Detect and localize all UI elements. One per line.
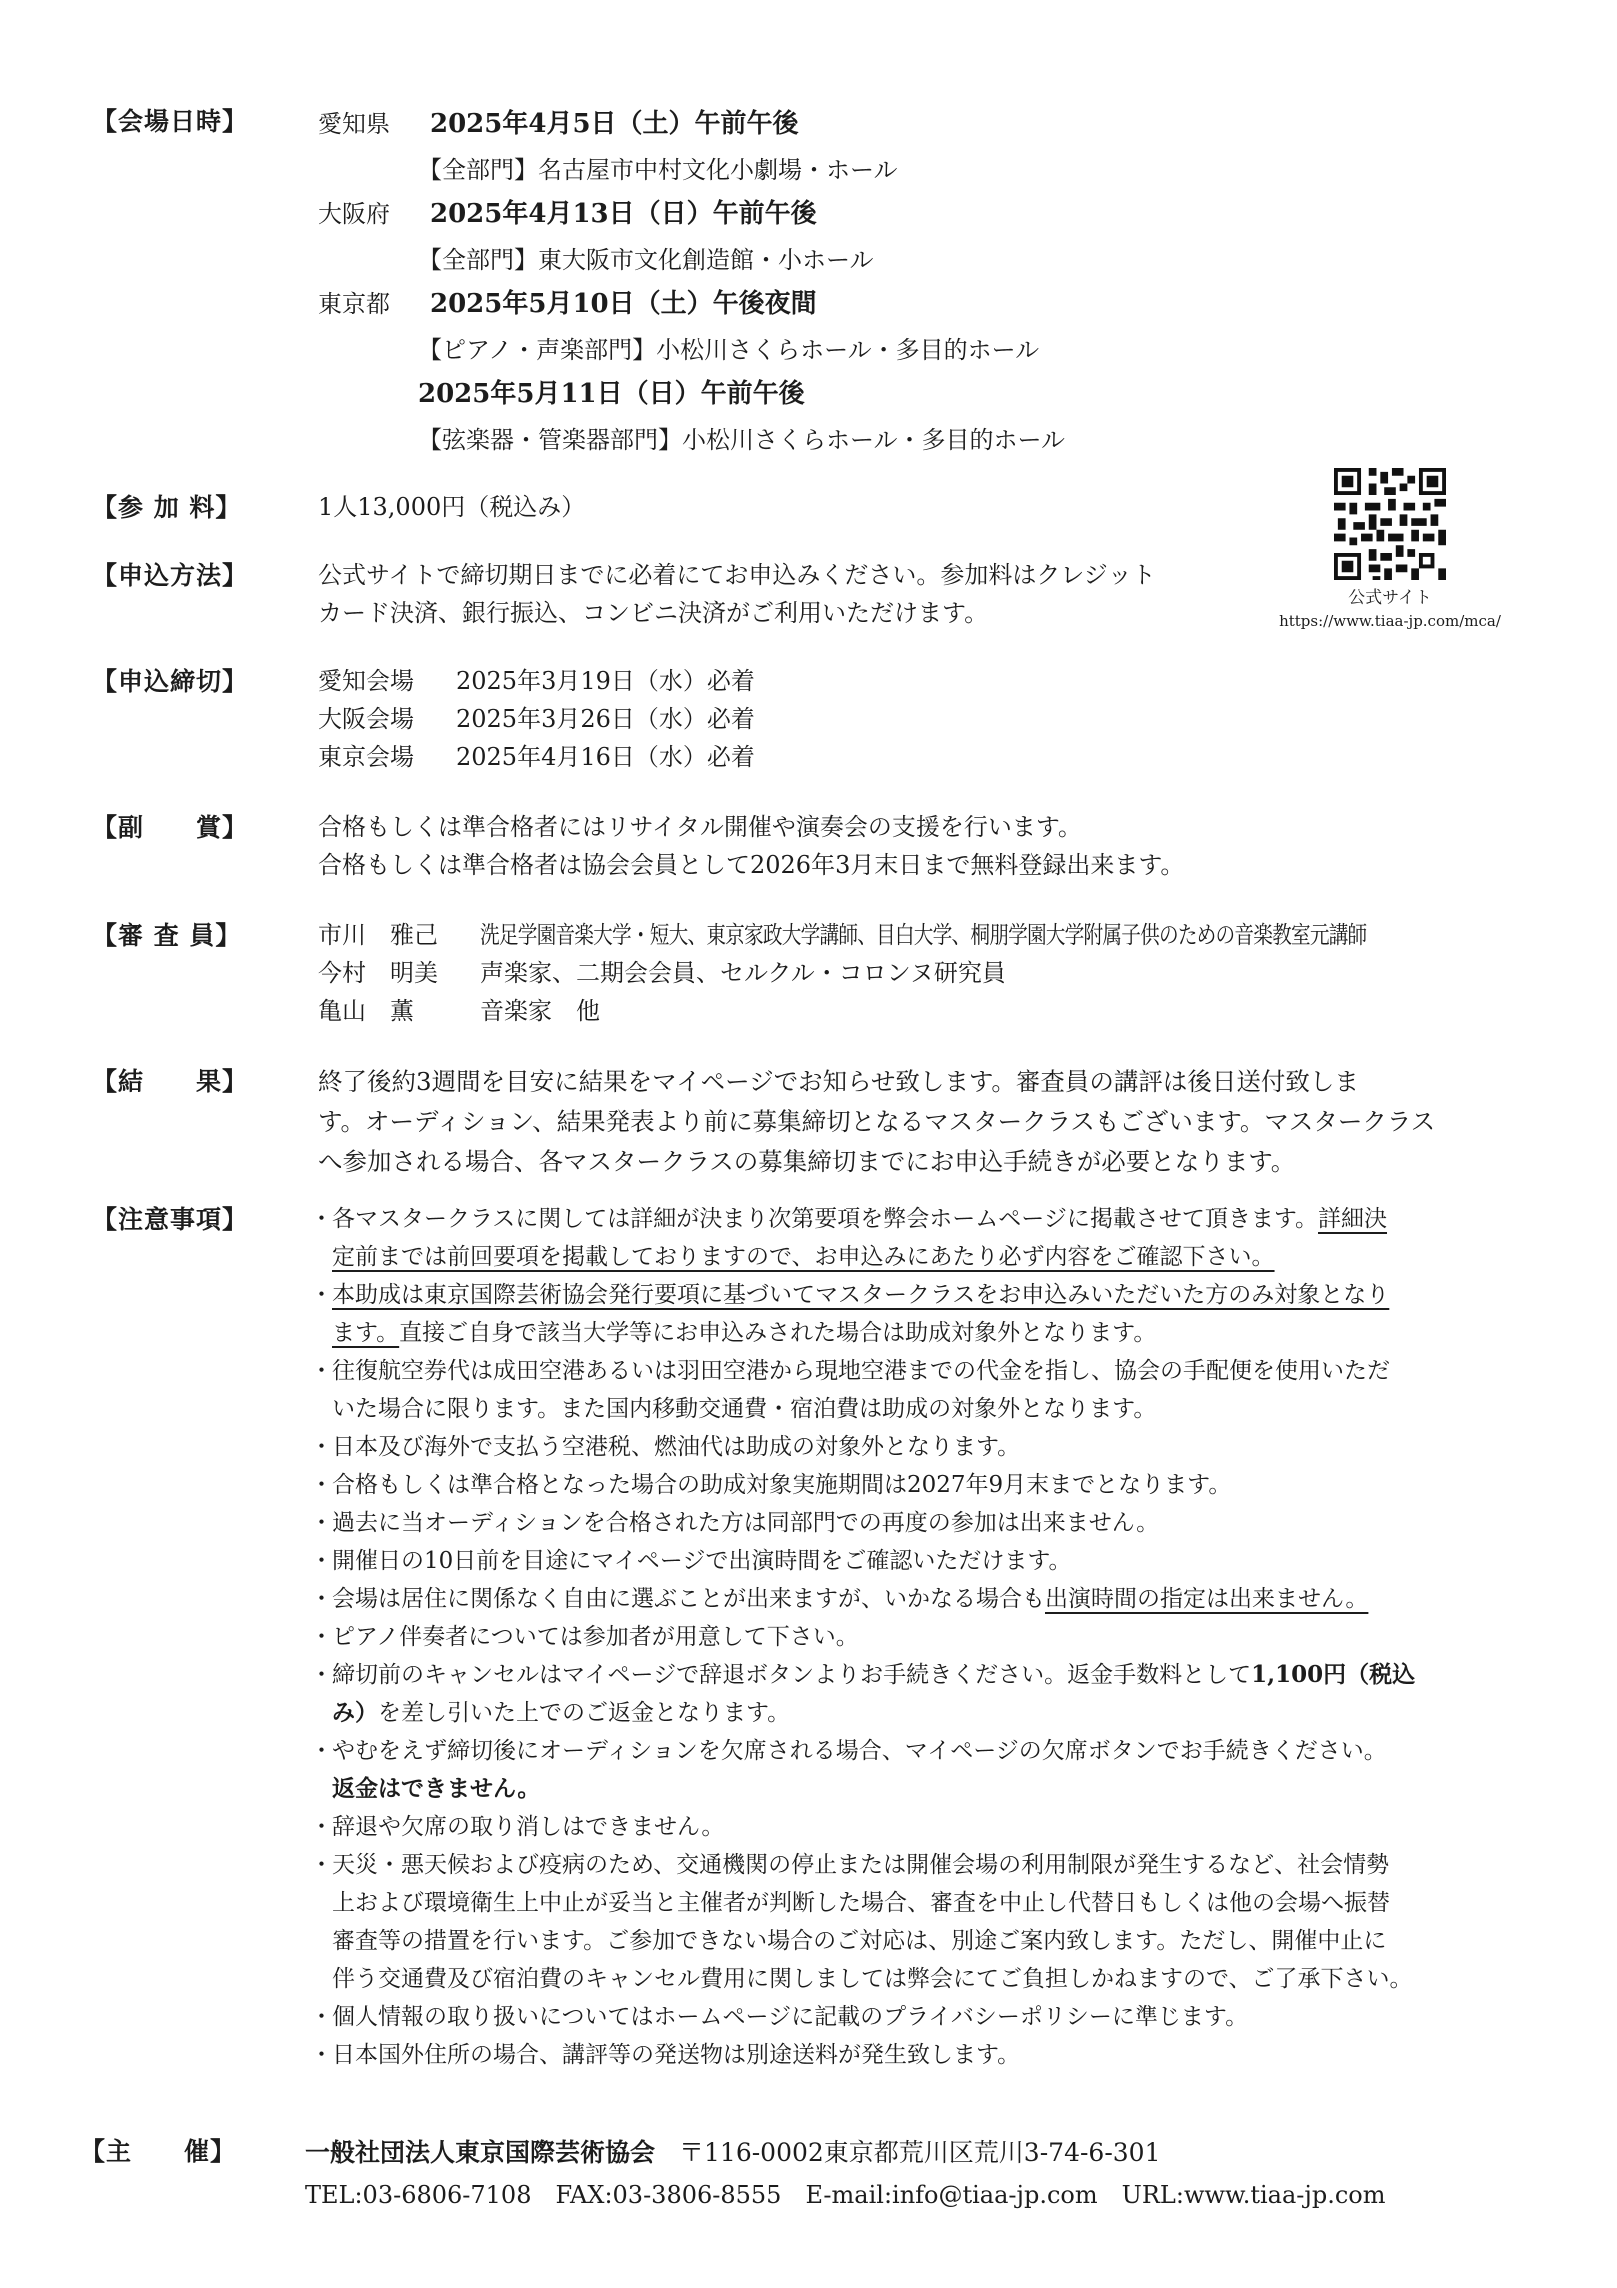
organizer-label: 【主 催】 bbox=[80, 2137, 237, 2166]
fee-text: 1人13,000円（税込み） bbox=[318, 493, 586, 521]
apply-label: 【申込方法】 bbox=[92, 561, 249, 590]
tokyo-venue-1: 【ピアノ・声楽部門】小松川さくらホール・多目的ホール bbox=[418, 336, 1040, 364]
result-line-1: 終了後約3週間を目安に結果をマイページでお知らせ致します。審査員の講評は後日送付致しま bbox=[318, 1067, 1359, 1096]
note-item: ・ 往復航空券代は成田空港あるいは羽田空港から現地空港までの代金を指し、協会の手配便を使用いただ いた場合に限ります。また国内移動交通費・宿泊費は助成の対象外となります。 bbox=[318, 1352, 1498, 1428]
organizer-address: 〒116-0002東京都荒川区荒川3-74-6-301 bbox=[679, 2138, 1161, 2167]
tokyo-pref: 東京都 bbox=[318, 290, 390, 318]
deadline-item: 東京会場 2025年4月16日（水）必着 bbox=[318, 743, 755, 771]
note-item: ・ 過去に当オーディションを合格された方は同部門での再度の参加は出来ません。 bbox=[318, 1504, 1498, 1542]
deadline-label: 【申込締切】 bbox=[92, 667, 249, 696]
tokyo-venue-2: 【弦楽器・管楽器部門】小松川さくらホール・多目的ホール bbox=[418, 426, 1066, 454]
tokyo-date-1: 2025年5月10日（土）午後夜間 bbox=[430, 289, 817, 319]
result-line-3: へ参加される場合、各マスタークラスの募集締切までにお申込手続きが必要となります。 bbox=[318, 1147, 1296, 1176]
note-item: ・ 各マスタークラスに関しては詳細が決まり次第要項を弊会ホームページに掲載させて頂きます。詳細決 定前までは前回要項を掲載しておりますので、お申込みにあたり必ず内容をご確認下さい。 bbox=[318, 1200, 1498, 1276]
judge-item: 市川 雅己 洗足学園音楽大学・短大、東京家政大学講師、目白大学、桐朋学園大学附属子供のための音楽教室元講師 bbox=[318, 921, 1367, 949]
apply-line-1: 公式サイトで締切期日までに必着にてお申込みください。参加料はクレジット bbox=[318, 561, 1156, 589]
note-item: ・ 個人情報の取り扱いについてはホームページに記載のプライバシーポリシーに準じます。 bbox=[318, 1998, 1498, 2036]
judges-label: 【審 査 員】 bbox=[92, 921, 242, 950]
note-item: ・ 開催日の10日前を目途にマイページで出演時間をご確認いただけます。 bbox=[318, 1542, 1498, 1580]
date-venue-label: 【会場日時】 bbox=[92, 107, 249, 136]
qr-caption: 公式サイト bbox=[1348, 588, 1432, 608]
osaka-venue: 【全部門】東大阪市文化創造館・小ホール bbox=[418, 246, 874, 274]
fee-label: 【参 加 料】 bbox=[92, 493, 242, 522]
qr-code-icon[interactable] bbox=[1334, 468, 1446, 580]
judge-item: 今村 明美 声楽家、二期会会員、セルクル・コロンヌ研究員 bbox=[318, 959, 1006, 987]
aichi-pref: 愛知県 bbox=[318, 110, 390, 138]
osaka-date: 2025年4月13日（日）午前午後 bbox=[430, 199, 817, 229]
judge-item: 亀山 薫 音楽家 他 bbox=[318, 997, 600, 1025]
note-item: ・ 締切前のキャンセルはマイページで辞退ボタンよりお手続きください。返金手数料として1,100円（税込 み）を差し引いた上でのご返金となります。 bbox=[318, 1656, 1498, 1732]
tokyo-date-2: 2025年5月11日（日）午前午後 bbox=[418, 379, 805, 409]
prize-line-1: 合格もしくは準合格者にはリサイタル開催や演奏会の支援を行います。 bbox=[318, 813, 1082, 841]
result-label: 【結 果】 bbox=[92, 1067, 249, 1096]
note-item: ・ 天災・悪天候および疫病のため、交通機関の停止または開催会場の利用制限が発生するなど、社会情勢 上および環境衛生上中止が妥当と主催者が判断した場合、審査を中止し代替日もしくは他の会場へ振替 審査等の措置を行います。ご参加できない場合のご対応は、別途ご案内致します。ただし、開催中止に 伴う交通費及び宿泊費のキャンセル費用に関しましては弊会にてご負担しかねますので、ご了承下さい。 bbox=[318, 1846, 1498, 1998]
apply-line-2: カード決済、銀行振込、コンビニ決済がご利用いただけます。 bbox=[318, 599, 989, 627]
osaka-pref: 大阪府 bbox=[318, 200, 390, 228]
note-item: ・ ピアノ伴奏者については参加者が用意して下さい。 bbox=[318, 1618, 1498, 1656]
note-item: ・ 辞退や欠席の取り消しはできません。 bbox=[318, 1808, 1498, 1846]
qr-url[interactable]: https://www.tiaa-jp.com/mca/ bbox=[1279, 612, 1501, 630]
note-item: ・ 日本及び海外で支払う空港税、燃油代は助成の対象外となります。 bbox=[318, 1428, 1498, 1466]
note-item: ・ 日本国外住所の場合、講評等の発送物は別途送料が発生致します。 bbox=[318, 2036, 1498, 2074]
note-item: ・ 会場は居住に関係なく自由に選ぶことが出来ますが、いかなる場合も出演時間の指定は出来ません。 bbox=[318, 1580, 1498, 1618]
prize-label: 【副 賞】 bbox=[92, 813, 249, 842]
organizer-contact: TEL:03-6806-7108 FAX:03-3806-8555 E-mail:info@tiaa-jp.com URL:www.tiaa-jp.com bbox=[305, 2181, 1386, 2209]
note-item: ・ 合格もしくは準合格となった場合の助成対象実施期間は2027年9月末までとなります。 bbox=[318, 1466, 1498, 1504]
note-item: ・ 本助成は東京国際芸術協会発行要項に基づいてマスタークラスをお申込みいただいた方のみ対象となり ます。直接ご自身で該当大学等にお申込みされた場合は助成対象外となります。 bbox=[318, 1276, 1498, 1352]
result-line-2: す。オーディション、結果発表より前に募集締切となるマスタークラスもございます。マスタークラス bbox=[318, 1107, 1436, 1136]
aichi-date: 2025年4月5日（土）午前午後 bbox=[430, 109, 799, 139]
prize-line-2: 合格もしくは準合格者は協会会員として2026年3月末日まで無料登録出来ます。 bbox=[318, 851, 1185, 879]
deadline-item: 大阪会場 2025年3月26日（水）必着 bbox=[318, 705, 755, 733]
deadline-item: 愛知会場 2025年3月19日（水）必着 bbox=[318, 667, 755, 695]
organizer-name: 一般社団法人東京国際芸術協会 bbox=[305, 2138, 656, 2167]
note-item: ・ やむをえず締切後にオーディションを欠席される場合、マイページの欠席ボタンでお手続きください。 返金はできません。 bbox=[318, 1732, 1498, 1808]
aichi-venue: 【全部門】名古屋市中村文化小劇場・ホール bbox=[418, 156, 898, 184]
notes-label: 【注意事項】 bbox=[92, 1205, 249, 1234]
